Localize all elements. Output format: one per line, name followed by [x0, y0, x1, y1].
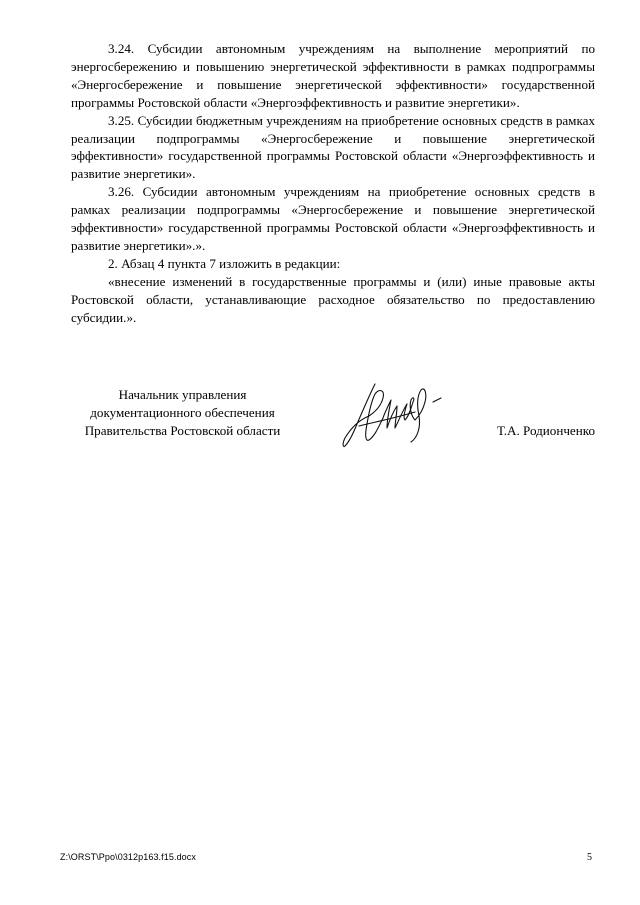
footer-file-path: Z:\ORST\Ppo\0312p163.f15.docx: [60, 852, 196, 862]
signatory-title-line-2: документационного обеспечения: [90, 404, 275, 420]
signature-block: [60, 386, 595, 466]
signatory-title: [70, 386, 295, 440]
paragraph-3-25: 3.25. Субсидии бюджетным учреждениям на приобретение основных средств в рамках реализации подпрограммы «Энергосбережение и повышение энергетической эффективности» государственной программы Ростовской области «Энергоэффективность и развитие энергетики».: [71, 112, 595, 182]
signatory-title-line-3: Правительства Ростовской области: [84, 422, 281, 438]
page-number: 5: [587, 852, 592, 863]
signatory-name: Т.А. Родионченко: [497, 423, 595, 438]
paragraph-item-2: 2. Абзац 4 пункта 7 изложить в редакции:: [108, 255, 341, 271]
paragraph-quote: «внесение изменений в государственные программы и (или) иные правовые акты Ростовской области, устанавливающие расходное обязательство по предоставлению субсидии.».: [71, 273, 595, 325]
signatory-title-line-1: Начальник управления: [118, 387, 247, 402]
handwritten-signature: [335, 376, 445, 456]
paragraph-3-26: 3.26. Субсидии автономным учреждениям на приобретение основных средств в рамках реализации подпрограммы «Энергосбережение и повышение энергетической эффективности» государственной программы Ростовской области «Энергоэффективность и развитие энергетики».».: [71, 184, 595, 253]
paragraph-3-24: 3.24. Субсидии автономным учреждениям на выполнение мероприятий по энергосбережению и повышению энергетической эффективности в рамках подпрограммы «Энергосбережение и повышение энергетической эффективности» государственной программы Ростовской области «Энергоэффективность и развитие энергетики».: [71, 41, 595, 110]
document-body: [71, 40, 595, 327]
